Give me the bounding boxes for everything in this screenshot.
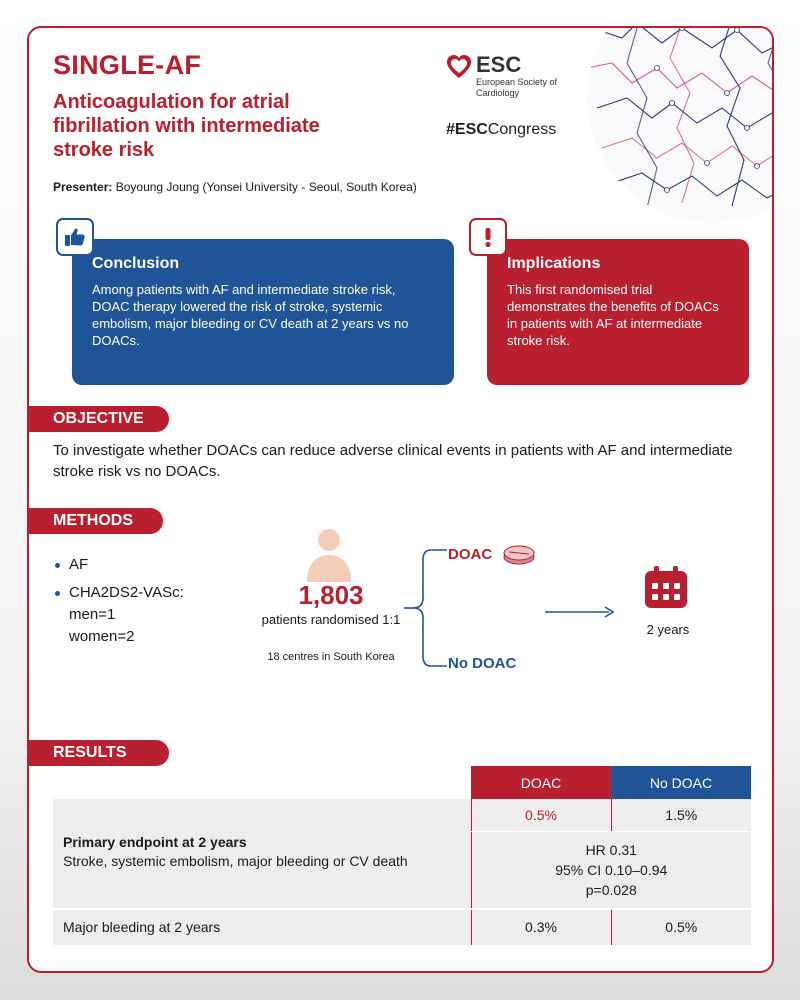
implications-title: Implications <box>507 255 601 272</box>
presenter-name: Boyoung Joung (Yonsei University - Seoul, South Korea) <box>115 180 417 194</box>
heart-icon <box>446 54 472 80</box>
person-icon <box>304 524 354 582</box>
header-blank <box>53 766 471 799</box>
results-header-row <box>53 766 751 799</box>
bullet-score <box>53 582 184 648</box>
primary-nodoac-value: 1.5% <box>611 799 751 831</box>
pill-icon <box>502 544 536 566</box>
hazard-ratio: HR 0.31 <box>585 841 637 858</box>
conclusion-text: Among patients with AF and intermediate stroke risk, DOAC therapy lowered the risk of stroke, systemic embolism, major bleeding or CV death at 2 years vs no DOACs. <box>92 282 409 348</box>
hazard-ratio-cell <box>471 831 751 909</box>
exclamation-glyph <box>477 226 499 248</box>
esc-logo <box>446 52 566 102</box>
bullet-af <box>53 554 184 576</box>
centres-text: 18 centres in South Korea <box>267 651 395 663</box>
score-men: men=1 <box>69 606 116 623</box>
bleeding-doac-value: 0.3% <box>471 909 611 945</box>
trial-title: SINGLE-AF <box>53 50 202 80</box>
score-name: CHA2DS2-VASc: <box>69 584 184 601</box>
score-women: women=2 <box>69 628 135 645</box>
exclamation-icon <box>469 218 507 256</box>
primary-endpoint-title: Primary endpoint at 2 years <box>63 834 247 850</box>
thumbs-up-icon <box>56 218 94 256</box>
duration-label: 2 years <box>646 622 690 637</box>
implications-text: This first randomised trial demonstrates the benefits of DOACs in patients with AF at intermediate stroke risk. <box>507 282 719 348</box>
patients-text: patients randomised 1:1 <box>261 612 401 627</box>
esc-subline: European Society of Cardiology <box>476 77 558 98</box>
implications-box <box>487 239 749 385</box>
arm-nodoac-label: No DOAC <box>448 655 517 672</box>
randomisation-brace <box>401 548 451 668</box>
col-doac-header: DOAC <box>471 766 611 799</box>
conclusion-box <box>72 239 454 385</box>
methods-section-tag: METHODS <box>29 508 163 534</box>
trial-subtitle: Anticoagulation for atrial fibrillation with intermediate stroke risk <box>53 91 320 161</box>
methods-bullets <box>53 554 184 654</box>
col-nodoac-header: No DOAC <box>611 766 751 799</box>
network-globe-decoration <box>582 26 774 228</box>
objective-section-tag: OBJECTIVE <box>29 406 169 432</box>
thumbs-up-glyph <box>64 226 86 248</box>
bullet-af-text: AF <box>69 556 89 573</box>
hashtag-rest: Congress <box>487 121 557 138</box>
infographic-card <box>27 26 774 973</box>
major-bleeding-row <box>53 909 751 945</box>
arm-doac-label: DOAC <box>448 546 493 563</box>
confidence-interval: 95% CI 0.10–0.94 <box>555 861 668 878</box>
primary-rate-row <box>53 799 751 831</box>
congress-hashtag <box>446 121 556 139</box>
results-table <box>53 766 751 945</box>
primary-endpoint-label <box>53 799 471 909</box>
hashtag-bold: #ESC <box>446 121 488 138</box>
objective-text: To investigate whether DOACs can reduce adverse clinical events in patients with AF and intermediate stroke risk vs no DOACs. <box>53 442 733 480</box>
patient-count: 1,803 <box>298 580 364 610</box>
major-bleeding-label: Major bleeding at 2 years <box>53 909 471 945</box>
primary-endpoint-desc: Stroke, systemic embolism, major bleeding or CV death <box>63 853 408 869</box>
results-section-tag: RESULTS <box>29 740 169 766</box>
esc-name: ESC <box>476 52 522 77</box>
arrow-right-icon <box>545 605 615 619</box>
bleeding-nodoac-value: 0.5% <box>611 909 751 945</box>
calendar-icon <box>643 564 689 610</box>
conclusion-title: Conclusion <box>92 255 180 272</box>
primary-doac-value: 0.5% <box>471 799 611 831</box>
presenter-label: Presenter: <box>53 180 113 194</box>
presenter-line <box>53 180 417 194</box>
p-value: p=0.028 <box>585 881 637 898</box>
